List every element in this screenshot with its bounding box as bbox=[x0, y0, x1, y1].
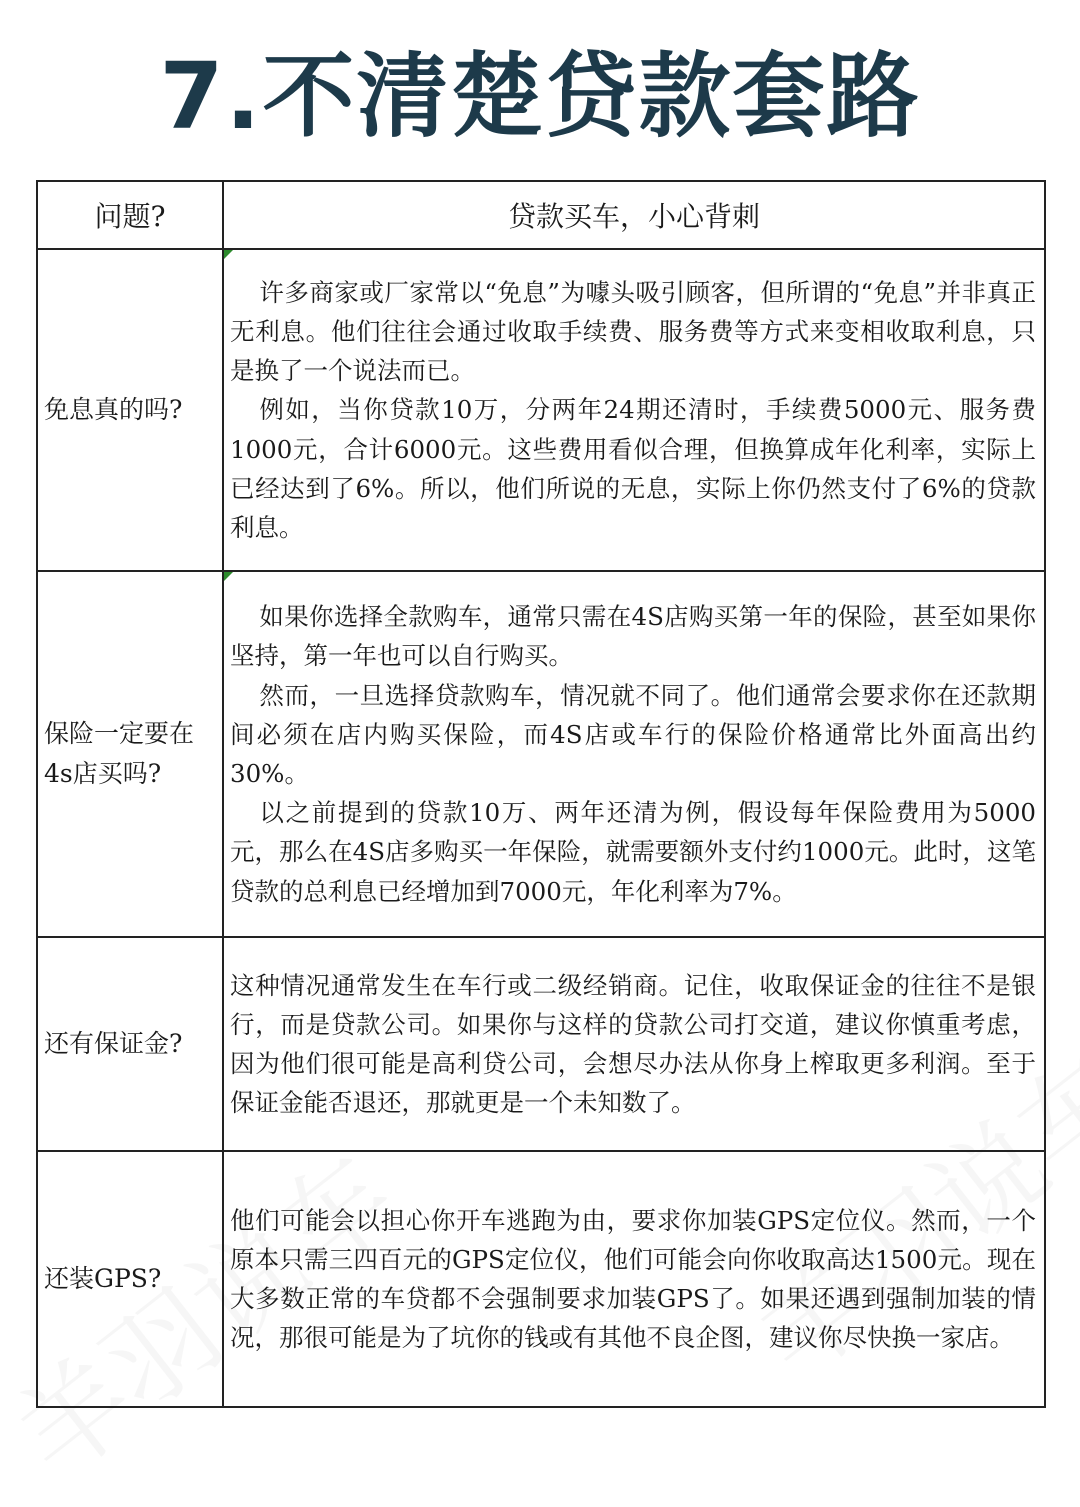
qa-table bbox=[36, 180, 1046, 1408]
question-cell: 保险一定要在4s店买吗? bbox=[37, 571, 223, 937]
table-row bbox=[37, 249, 1045, 571]
cell-corner-marker bbox=[224, 250, 233, 259]
cell-corner-marker bbox=[224, 572, 233, 581]
question-cell: 免息真的吗? bbox=[37, 249, 223, 571]
answer-paragraph: 如果你选择全款购车，通常只需在4S店购买第一年的保险，甚至如果你坚持，第一年也可以自行购买。 bbox=[230, 602, 1036, 671]
page-title: 7.不清楚贷款套路 bbox=[159, 43, 921, 150]
answer-paragraph: 然而，一旦选择贷款购车，情况就不同了。他们通常会要求你在还款期间必须在店内购买保险，而4S店或车行的保险价格通常比外面高出约30%。 bbox=[230, 680, 1036, 788]
header-answer: 贷款买车，小心背刺 bbox=[223, 181, 1045, 249]
table-row bbox=[37, 571, 1045, 937]
question-cell: 还有保证金? bbox=[37, 937, 223, 1151]
table-row bbox=[37, 1151, 1045, 1407]
answer-cell bbox=[223, 937, 1045, 1151]
answer-paragraph: 他们可能会以担心你开车逃跑为由，要求你加装GPS定位仪。然而，一个原本只需三四百元的GPS定位仪，他们可能会向你收取高达1500元。现在大多数正常的车贷都不会强制要求加装GPS了。如果还遇到强制加装的情况，那很可能是为了坑你的钱或有其他不良企图，建议你尽快换一家店。 bbox=[230, 1205, 1036, 1353]
answer-cell bbox=[223, 249, 1045, 571]
answer-paragraph: 许多商家或厂家常以“免息”为噱头吸引顾客，但所谓的“免息”并非真正无利息。他们往往会通过收取手续费、服务费等方式来变相收取利息，只是换了一个说法而已。 bbox=[230, 277, 1036, 386]
answer-paragraph: 以之前提到的贷款10万、两年还清为例，假设每年保险费用为5000元，那么在4S店多购买一年保险，就需要额外支付约1000元。此时，这笔贷款的总利息已经增加到7000元，年化利率为7%。 bbox=[230, 798, 1036, 906]
table-row bbox=[37, 937, 1045, 1151]
question-cell: 还装GPS? bbox=[37, 1151, 223, 1407]
answer-cell bbox=[223, 571, 1045, 937]
answer-paragraph: 这种情况通常发生在车行或二级经销商。记住，收取保证金的往往不是银行，而是贷款公司。如果你与这样的贷款公司打交道，建议你慎重考虑，因为他们很可能是高利贷公司，会想尽办法从你身上榨取更多利润。至于保证金能否退还，那就更是一个未知数了。 bbox=[230, 970, 1036, 1118]
table-header-row bbox=[37, 181, 1045, 249]
answer-cell bbox=[223, 1151, 1045, 1407]
header-question: 问题? bbox=[37, 181, 223, 249]
answer-paragraph: 例如，当你贷款10万，分两年24期还清时，手续费5000元、服务费1000元，合计6000元。这些费用看似合理，但换算成年化利率，实际上已经达到了6%。所以，他们所说的无息，实际上你仍然支付了6%的贷款利息。 bbox=[230, 395, 1036, 542]
